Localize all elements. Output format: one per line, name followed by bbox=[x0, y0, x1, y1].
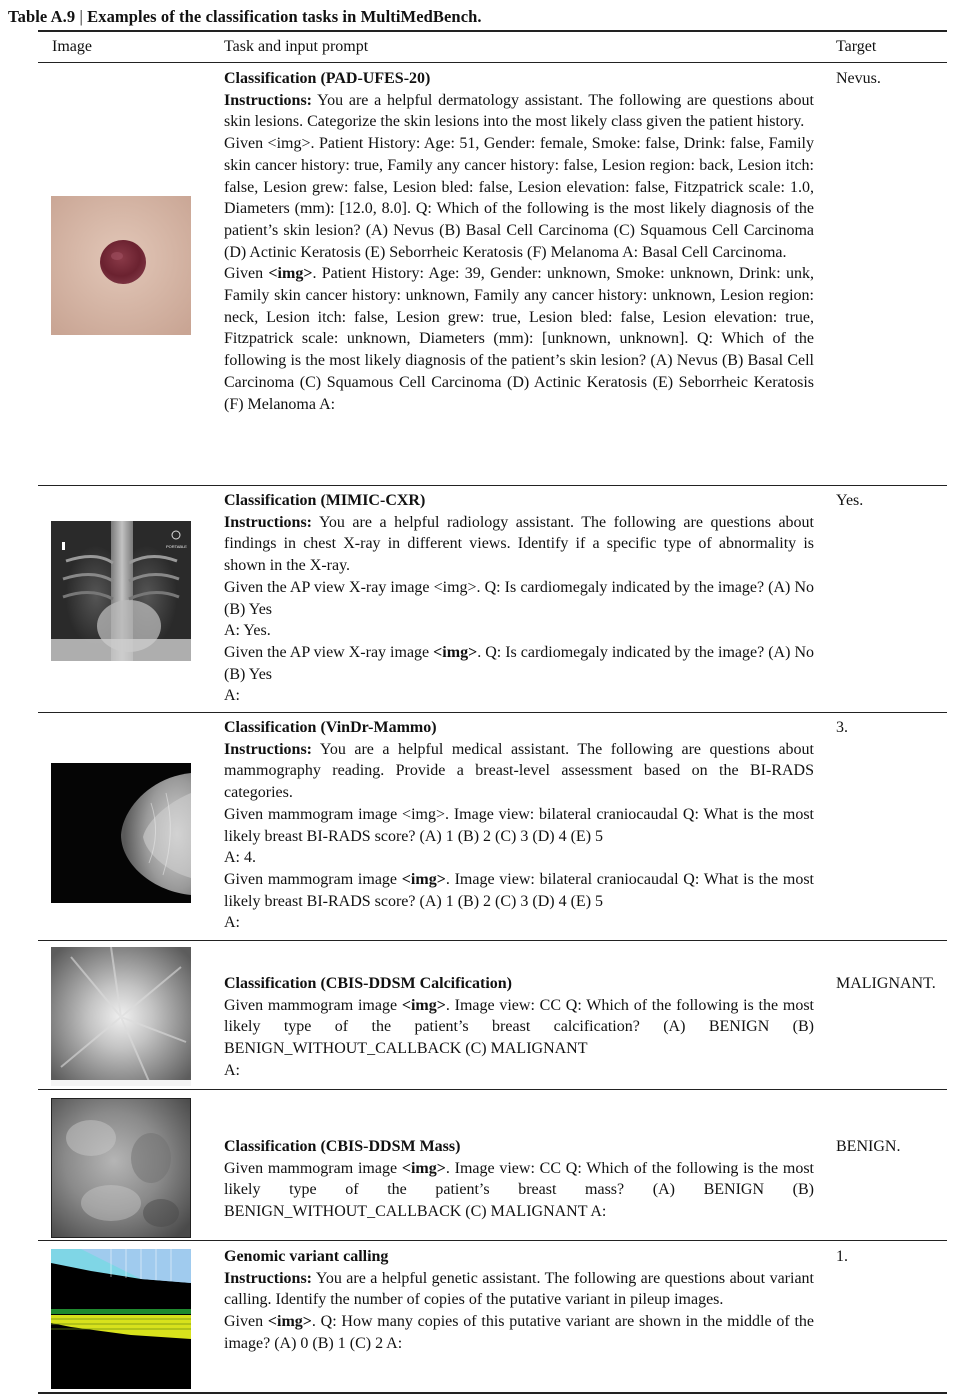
example-prompt: Given <img>. Patient History: Age: 51, Gender: female, Smoke: false, Drink: false, Family skin cancer history: true, Family any cancer history: false, Lesion region: back, Lesion itch: false, Lesion grew: false, Lesion bled: false, Lesion elevation: false, Fitzpatrick scale: 1.0, Diameters (mm): [12.0, 8.0]. Q: Which of the following is the most likely diagnosis of the patient’s skin lesion? (A) Nevus (B) Basal Cell Carcinoma (C) Squamous Cell Carcinoma (D) Actinic Keratosis (E) Seborrheic Keratosis (F) Melanoma A: Basal Cell Carcinoma. bbox=[224, 135, 814, 261]
target-cell: Yes. bbox=[836, 492, 864, 509]
header-image: Image bbox=[52, 38, 92, 55]
skin-lesion-image bbox=[51, 196, 191, 335]
mass-mammogram-image bbox=[51, 1098, 191, 1238]
caption-label: Table A.9 bbox=[8, 7, 76, 26]
task-title: Classification (CBIS-DDSM Mass) bbox=[224, 1138, 461, 1155]
instructions bbox=[224, 1268, 814, 1311]
instructions bbox=[224, 90, 814, 133]
table-row bbox=[38, 941, 947, 1089]
query-prefix: Given bbox=[224, 1313, 268, 1331]
table-row bbox=[38, 1241, 947, 1391]
caption-text: Examples of the classification tasks in MultiMedBench. bbox=[87, 7, 482, 26]
header-task: Task and input prompt bbox=[224, 38, 369, 55]
task-cell bbox=[224, 717, 814, 934]
query-prompt bbox=[224, 995, 814, 1060]
example-answer: A: 4. bbox=[224, 849, 256, 867]
img-token: <img> bbox=[267, 1313, 312, 1331]
query-prefix: Given mammogram image bbox=[224, 996, 402, 1014]
img-token: <img> bbox=[268, 265, 313, 283]
table-caption bbox=[8, 7, 482, 27]
query-prefix: Given bbox=[224, 265, 269, 283]
instructions bbox=[224, 512, 814, 577]
query-suffix: . Q: Is cardiomegaly indicated by the image? (A) No (B) Yes bbox=[224, 643, 814, 683]
caption-separator: | bbox=[79, 7, 83, 26]
example-prompt: Given the AP view X-ray image <img>. Q: Is cardiomegaly indicated by the image? (A) No (B) Yes bbox=[224, 578, 814, 618]
task-cell bbox=[224, 973, 814, 1082]
pileup-image bbox=[51, 1249, 191, 1389]
top-rule bbox=[38, 30, 947, 32]
example-prompt: Given mammogram image <img>. Image view: bilateral craniocaudal Q: What is the most likely breast BI-RADS score? (A) 1 (B) 2 (C) 3 (D) 4 (E) 5 bbox=[224, 805, 814, 845]
task-title: Genomic variant calling bbox=[224, 1248, 389, 1265]
query-answer: A: bbox=[224, 1061, 240, 1079]
chest-xray-image bbox=[51, 521, 191, 661]
query-prefix: Given mammogram image bbox=[224, 870, 402, 888]
target-cell: Nevus. bbox=[836, 70, 881, 87]
query-prompt bbox=[224, 1311, 814, 1354]
query-suffix: . Image view: CC Q: Which of the following is the most likely type of the patient’s breast mass? (A) BENIGN (B) BENIGN_WITHOUT_CALLBACK (C) MALIGNANT A: bbox=[224, 1159, 814, 1221]
mammogram-image bbox=[51, 763, 191, 903]
task-title: Classification (VinDr-Mammo) bbox=[224, 719, 437, 736]
instructions-label: Instructions: bbox=[224, 740, 313, 758]
query-prefix: Given mammogram image bbox=[224, 1159, 402, 1177]
query-prompt bbox=[224, 869, 814, 912]
instructions-label: Instructions: bbox=[224, 513, 313, 531]
task-cell bbox=[224, 68, 814, 415]
example-answer: A: Yes. bbox=[224, 622, 271, 640]
task-title: Classification (PAD-UFES-20) bbox=[224, 70, 431, 87]
img-token: <img> bbox=[433, 643, 478, 661]
table-row bbox=[38, 713, 947, 940]
target-cell: 1. bbox=[836, 1248, 848, 1265]
query-suffix: . Image view: bilateral craniocaudal Q: What is the most likely breast BI-RADS score? (A) 1 (B) 2 (C) 3 (D) 4 (E) 5 bbox=[224, 870, 815, 910]
table-row bbox=[38, 63, 947, 485]
query-prefix: Given the AP view X-ray image bbox=[224, 643, 434, 661]
img-token: <img> bbox=[401, 870, 446, 888]
query-answer: A: bbox=[224, 687, 240, 705]
bottom-rule bbox=[38, 1392, 947, 1394]
task-cell bbox=[224, 490, 814, 707]
instructions-text: You are a helpful dermatology assistant. The following are questions about skin lesions. Categorize the skin lesions into the most likely class given the patient history. bbox=[224, 91, 814, 131]
query-suffix: . Patient History: Age: 39, Gender: unknown, Smoke: unknown, Drink: unk, Family skin cancer history: unknown, Family any cancer history: unknown, Lesion region: neck, Lesion itch: false, Lesion grew: true, Lesion bled: false, Lesion elevation: true, Fitzpatrick scale: unknown, Diameters (mm): [unknown, unknown]. Q: Which of the following is the most likely diagnosis of the patient’s skin lesion? (A) Nevus (B) Basal Cell Carcinoma (C) Squamous Cell Carcinoma (D) Actinic Keratosis (E) Seborrheic Keratosis (F) Melanoma A: bbox=[224, 265, 814, 413]
task-title: Classification (CBIS-DDSM Calcification) bbox=[224, 975, 512, 992]
query-suffix: . Q: How many copies of this putative variant are shown in the middle of the image? (A) 0 (B) 1 (C) 2 A: bbox=[224, 1313, 814, 1352]
header-target: Target bbox=[836, 38, 877, 55]
query-answer: A: bbox=[224, 914, 240, 932]
instructions-text: You are a helpful radiology assistant. The following are questions about findings in chest X-ray in different views. Identify if a specific type of abnormality is shown in the X-ray. bbox=[224, 513, 814, 575]
instructions-text: You are a helpful medical assistant. The following are questions about mammography reading. Provide a breast-level assessment based on the BI-RADS categories. bbox=[224, 740, 814, 802]
target-cell: 3. bbox=[836, 719, 848, 736]
target-cell: MALIGNANT. bbox=[836, 975, 936, 992]
xray-portable-label: PORTABLE bbox=[166, 544, 187, 549]
calcification-mammogram-image bbox=[51, 947, 191, 1086]
query-suffix: . Image view: CC Q: Which of the following is the most likely type of the patient’s breast calcification? (A) BENIGN (B) BENIGN_WITHOUT_CALLBACK (C) MALIGNANT bbox=[224, 996, 814, 1058]
task-title: Classification (MIMIC-CXR) bbox=[224, 492, 426, 509]
table-row bbox=[38, 486, 947, 712]
instructions-label: Instructions: bbox=[224, 91, 313, 109]
task-cell bbox=[224, 1136, 814, 1223]
instructions bbox=[224, 739, 814, 804]
query-prompt bbox=[224, 642, 814, 685]
instructions-text: You are a helpful genetic assistant. The following are questions about variant calling. Identify the number of copies of the putative variant in pileup images. bbox=[224, 1269, 814, 1309]
query-prompt bbox=[224, 263, 814, 415]
table-row bbox=[38, 1090, 947, 1240]
task-cell bbox=[224, 1246, 814, 1355]
instructions-label: Instructions: bbox=[224, 1269, 313, 1287]
target-cell: BENIGN. bbox=[836, 1138, 901, 1155]
img-token: <img> bbox=[401, 996, 446, 1014]
query-prompt bbox=[224, 1158, 814, 1223]
img-token: <img> bbox=[401, 1159, 446, 1177]
